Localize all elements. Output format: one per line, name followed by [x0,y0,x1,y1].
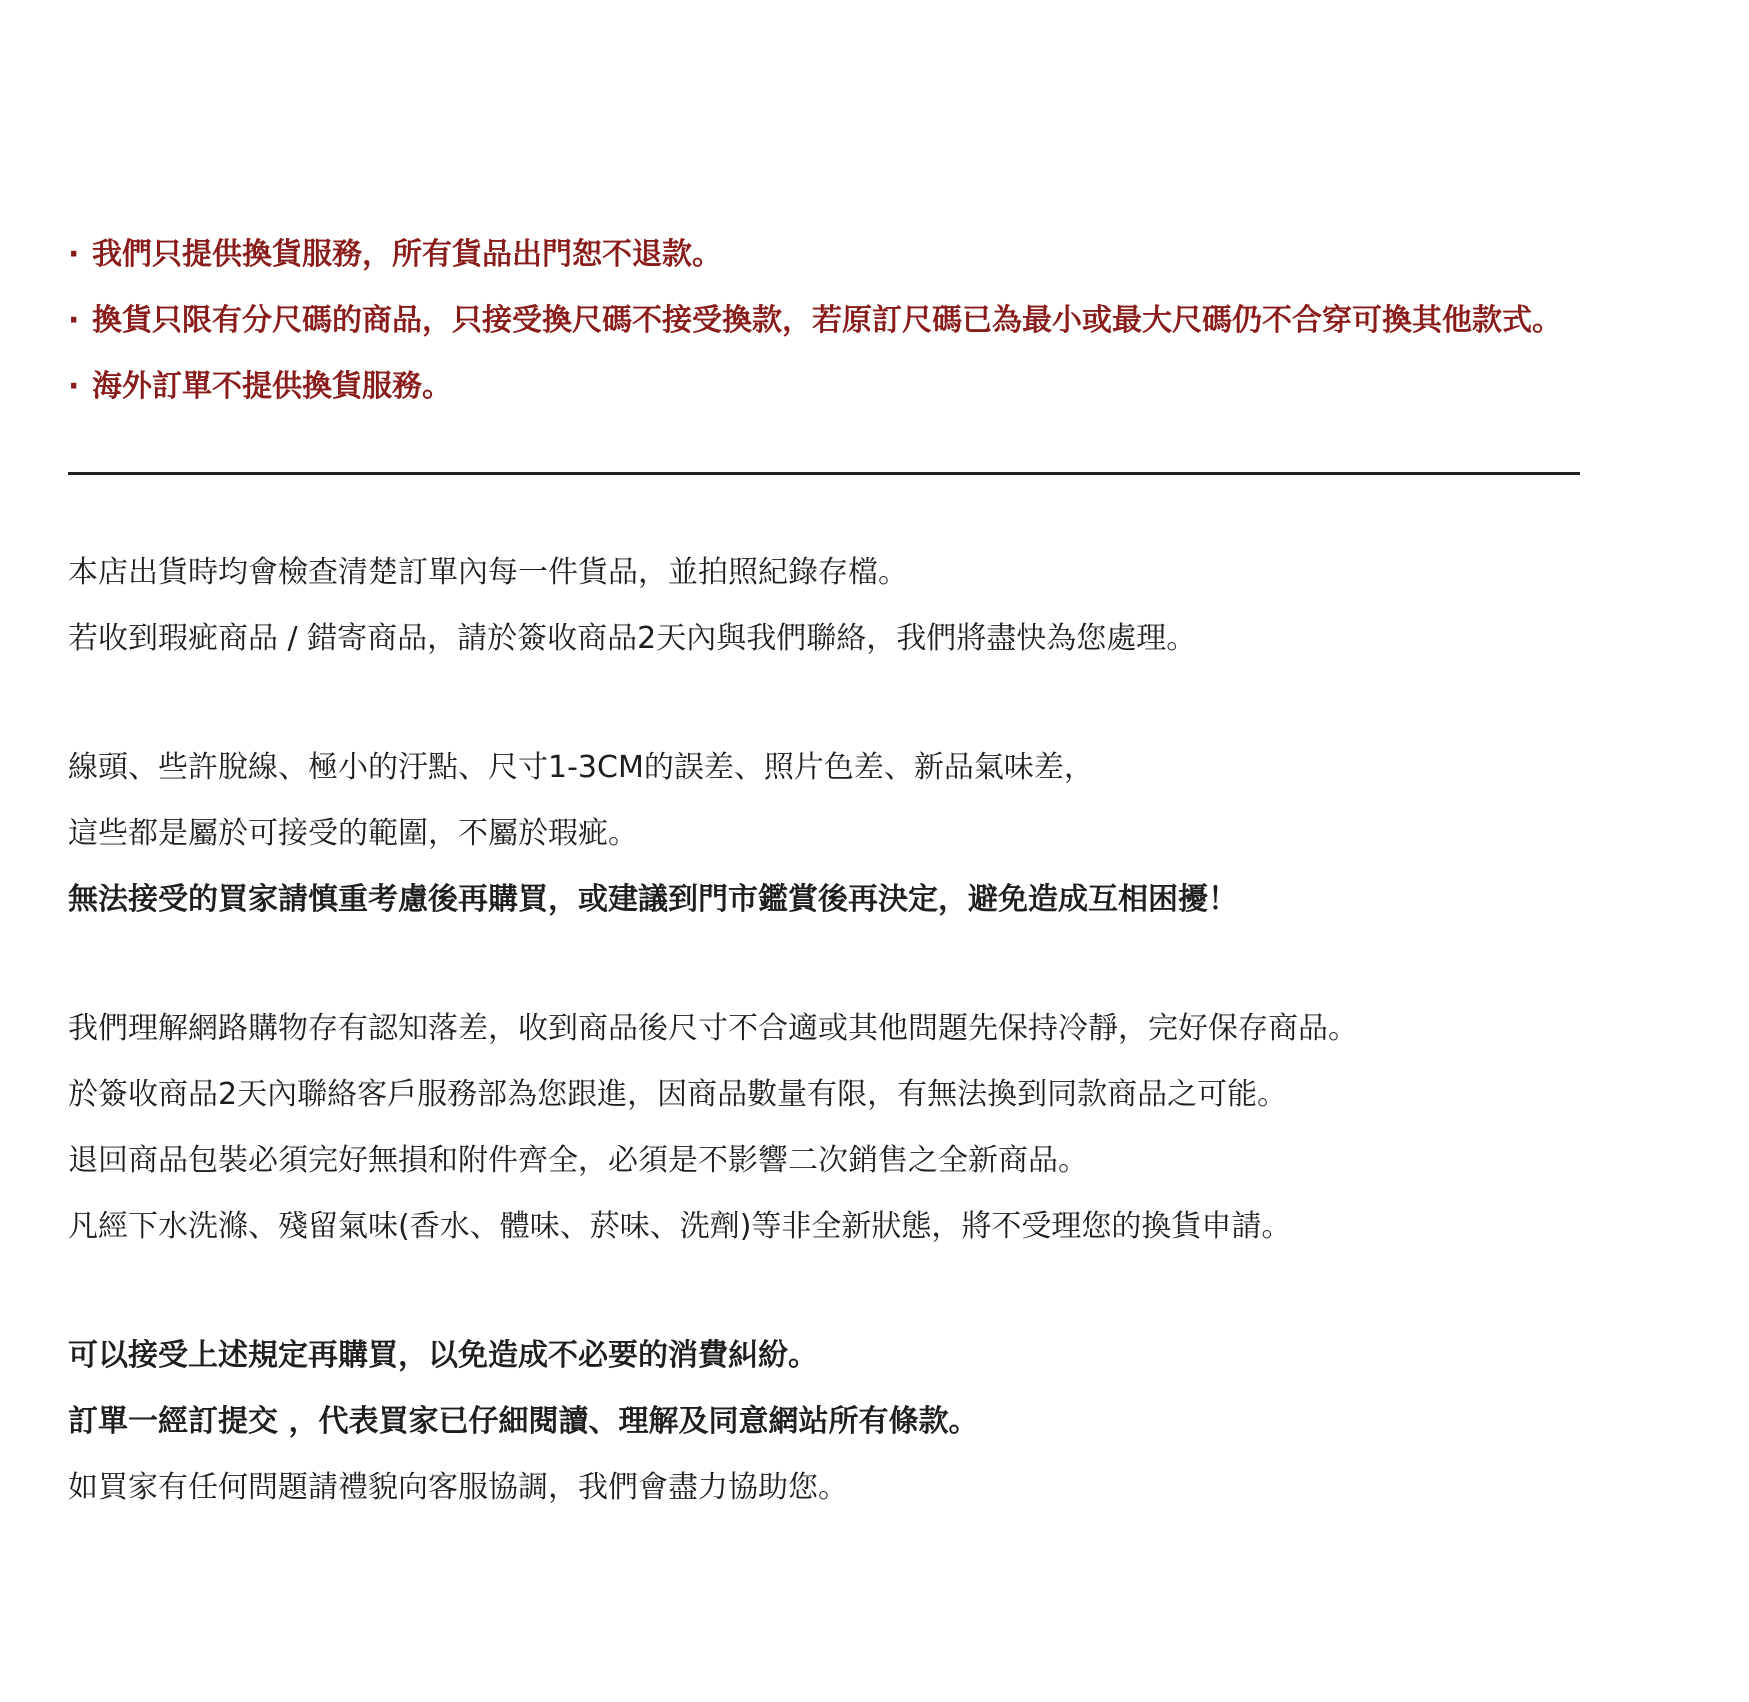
paragraph-line: 本店出貨時均會檢查清楚訂單內每一件貨品，並拍照紀錄存檔。 [68,555,908,590]
bullet-icon: · [68,369,80,404]
paragraph-line: 如買家有任何問題請禮貌向客服協調，我們會盡力協助您。 [68,1470,848,1505]
notice-text: 我們只提供換貨服務，所有貨品出門恕不退款。 [92,237,722,272]
exchange-conditions-paragraph [68,996,1668,1260]
policy-document [68,0,1728,1702]
paragraph-line: 於簽收商品2天內聯絡客戶服務部為您跟進，因商品數量有限，有無法換到同款商品之可能。 [68,1077,1288,1112]
paragraph-line: 若收到瑕疵商品 / 錯寄商品，請於簽收商品2天內與我們聯絡，我們將盡快為您處理。 [68,621,1197,656]
paragraph-line: 凡經下水洗滌、殘留氣味(香水、體味、菸味、洗劑)等非全新狀態，將不受理您的換貨申請。 [68,1209,1292,1244]
acceptable-defects-paragraph [68,735,1668,933]
agreement-paragraph [68,1323,1668,1521]
paragraph-line-emphasis: 無法接受的買家請慎重考慮後再購買，或建議到門市鑑賞後再決定，避免造成互相困擾！ [68,882,1238,917]
notice-item [68,222,1728,288]
notice-item [68,288,1728,354]
paragraph-line: 線頭、些許脫線、極小的汙點、尺寸1-3CM的誤差、照片色差、新品氣味差， [68,750,1094,785]
inspection-paragraph [68,540,1668,672]
bullet-icon: · [68,237,80,272]
paragraph-line: 這些都是屬於可接受的範圍，不屬於瑕疵。 [68,816,638,851]
paragraph-line: 退回商品包裝必須完好無損和附件齊全，必須是不影響二次銷售之全新商品。 [68,1143,1088,1178]
bullet-icon: · [68,303,80,338]
paragraph-line-emphasis: 可以接受上述規定再購買，以免造成不必要的消費糾紛。 [68,1338,818,1373]
notice-item [68,354,1728,420]
paragraph-line: 我們理解網路購物存有認知落差，收到商品後尺寸不合適或其他問題先保持冷靜，完好保存商品。 [68,1011,1358,1046]
section-divider [68,472,1580,475]
exchange-notice-list [68,222,1728,420]
notice-text: 換貨只限有分尺碼的商品，只接受換尺碼不接受換款，若原訂尺碼已為最小或最大尺碼仍不合穿可換其他款式。 [92,303,1562,338]
notice-text: 海外訂單不提供換貨服務。 [92,369,452,404]
paragraph-line-emphasis: 訂單一經訂提交 ，代表買家已仔細閱讀、理解及同意網站所有條款。 [68,1404,979,1439]
